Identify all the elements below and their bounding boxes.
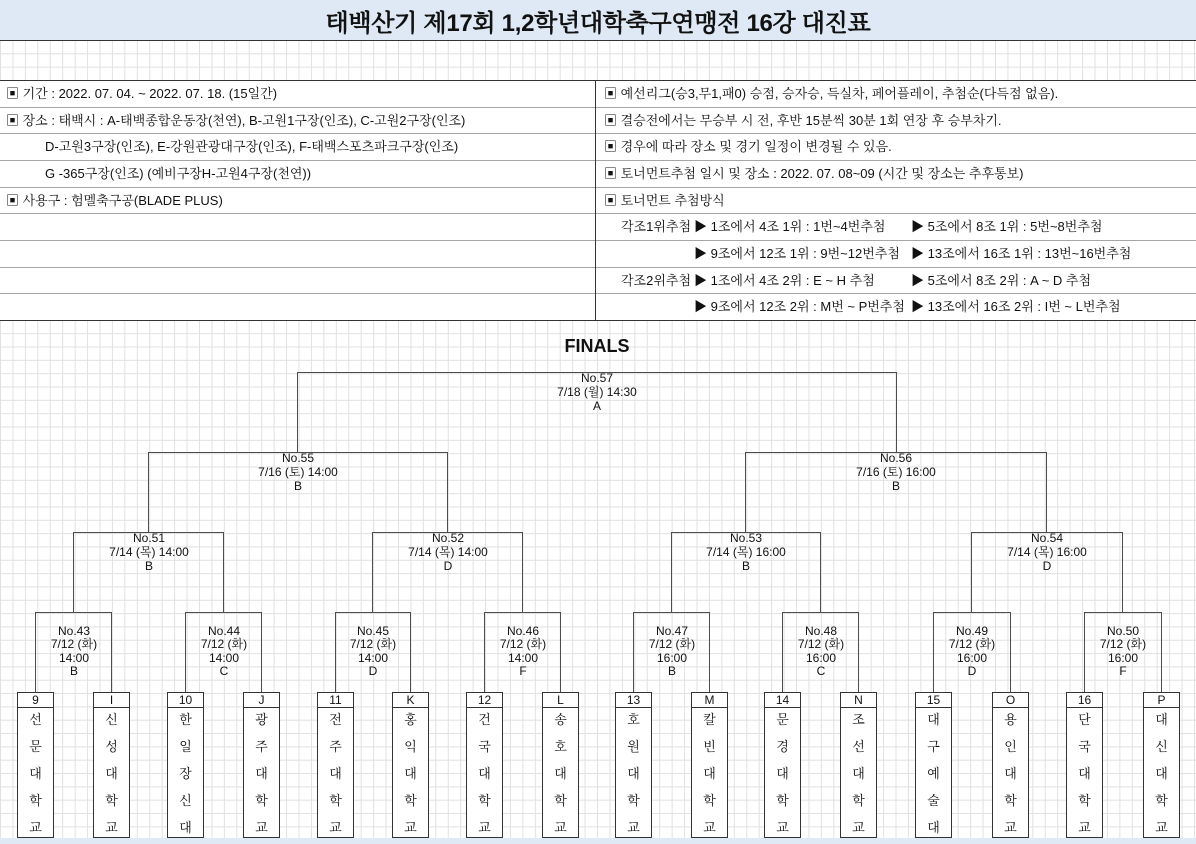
team-box	[1143, 692, 1180, 838]
info-ball: ▣ 사용구 : 험멜축구공(BLADE PLUS)	[0, 188, 595, 215]
match-no56	[831, 451, 961, 493]
team-seed: N	[841, 693, 876, 708]
team-name: 용인대학교	[1004, 712, 1017, 835]
team-box	[93, 692, 130, 838]
draw-rule-label: 각조1위추첨	[621, 219, 692, 235]
info-column-left	[0, 81, 595, 320]
sheet-bottom-edge	[0, 838, 1196, 844]
team-name: 전주대학교	[329, 712, 342, 835]
info-venues-cont: D-고원3구장(인조), E-강원관광대구장(인조), F-태백스포츠파크구장(인조)	[0, 134, 595, 161]
match-date: 7/12 (화)	[948, 637, 996, 652]
info-final-rule: ▣ 결승전에서는 무승부 시 전, 후반 15분씩 30분 1회 연장 후 승부차기.	[596, 108, 1196, 135]
team-name: 한일장신대	[179, 712, 192, 835]
match-venue: C	[219, 663, 229, 678]
match-date: 7/12 (화)	[50, 637, 98, 652]
team-name: 송호대학교	[554, 712, 567, 835]
match-venue: D	[443, 559, 453, 573]
match-schedule: 7/18 (월) 14:30	[557, 385, 637, 399]
team-name: 신성대학교	[105, 712, 118, 835]
match-venue: A	[592, 399, 601, 413]
match-no44	[186, 625, 262, 678]
team-box	[466, 692, 503, 838]
match-time: 16:00	[1107, 650, 1139, 665]
team-seed: I	[94, 693, 129, 708]
match-schedule: 7/14 (목) 16:00	[1007, 545, 1087, 559]
match-venue: B	[293, 479, 302, 493]
match-date: 7/12 (화)	[1099, 637, 1147, 652]
info-row-empty	[0, 214, 595, 241]
match-number: No.53	[729, 531, 763, 545]
match-number: No.44	[207, 624, 241, 638]
match-venue: B	[144, 559, 153, 573]
team-seed: L	[543, 693, 578, 708]
info-venues-cont: G -365구장(인조) (예비구장H-고원4구장(천연))	[0, 161, 595, 188]
info-draw-date: ▣ 토너먼트추첨 일시 및 장소 : 2022. 07. 08~09 (시간 및 장소는 추후통보)	[596, 161, 1196, 188]
match-no47	[634, 625, 710, 678]
team-box	[992, 692, 1029, 838]
team-box	[691, 692, 728, 838]
match-date: 7/12 (화)	[648, 637, 696, 652]
match-no53	[681, 531, 811, 573]
team-seed: 12	[467, 693, 502, 708]
match-no57	[532, 371, 662, 413]
team-name: 문경대학교	[776, 712, 789, 835]
team-name: 단국대학교	[1078, 712, 1091, 835]
match-date: 7/12 (화)	[200, 637, 248, 652]
match-no48	[783, 625, 859, 678]
draw-rule-row	[596, 268, 1196, 295]
info-table	[0, 80, 1196, 321]
team-seed: 14	[765, 693, 800, 708]
match-time: 14:00	[58, 650, 90, 665]
match-time: 16:00	[956, 650, 988, 665]
draw-rule-row	[596, 214, 1196, 241]
team-seed: K	[393, 693, 428, 708]
match-number: No.52	[431, 531, 465, 545]
info-league-rule: ▣ 예선리그(승3,무1,패0) 승점, 승자승, 득실차, 페어플레이, 추첨순(다득점 없음).	[596, 81, 1196, 108]
info-schedule-note: ▣ 경우에 따라 장소 및 경기 일정이 변경될 수 있음.	[596, 134, 1196, 161]
match-no45	[335, 625, 411, 678]
match-venue: B	[69, 663, 78, 678]
team-box	[167, 692, 204, 838]
match-number: No.55	[281, 451, 315, 465]
match-number: No.54	[1030, 531, 1064, 545]
draw-rule-second: ▶ 13조에서 16조 2위 : I번 ~ L번추첨	[911, 299, 1121, 315]
page-title: 태백산기 제17회 1,2학년대학축구연맹전 16강 대진표	[0, 0, 1196, 41]
team-seed: J	[244, 693, 279, 708]
match-venue: F	[1119, 663, 1127, 678]
draw-rule-first: ▶ 9조에서 12조 1위 : 9번~12번추첨	[694, 246, 900, 262]
info-period: ▣ 기간 : 2022. 07. 04. ~ 2022. 07. 18. (15일간)	[0, 81, 595, 108]
match-schedule: 7/14 (목) 14:00	[408, 545, 488, 559]
team-box	[764, 692, 801, 838]
match-number: No.47	[655, 624, 689, 638]
match-schedule: 7/16 (토) 16:00	[856, 465, 936, 479]
match-number: No.45	[356, 624, 390, 638]
draw-rule-label: 각조2위추첨	[621, 272, 692, 288]
match-venue: B	[667, 663, 676, 678]
match-venue: B	[891, 479, 900, 493]
match-date: 7/12 (화)	[797, 637, 845, 652]
team-seed: 9	[18, 693, 53, 708]
team-box	[243, 692, 280, 838]
info-column-right	[595, 81, 1196, 320]
draw-rule-second: ▶ 5조에서 8조 1위 : 5번~8번추첨	[911, 219, 1103, 235]
team-name: 칼빈대학교	[703, 712, 716, 835]
match-no54	[982, 531, 1112, 573]
team-box	[392, 692, 429, 838]
match-schedule: 7/14 (목) 16:00	[706, 545, 786, 559]
info-row-empty	[0, 294, 595, 320]
match-time: 14:00	[357, 650, 389, 665]
match-venue: F	[519, 663, 527, 678]
team-box	[317, 692, 354, 838]
match-no55	[233, 451, 363, 493]
team-box	[542, 692, 579, 838]
team-seed: 13	[616, 693, 651, 708]
match-time: 14:00	[507, 650, 539, 665]
draw-rule-second: ▶ 5조에서 8조 2위 : A ~ D 추첨	[911, 272, 1092, 288]
team-box	[840, 692, 877, 838]
team-name: 호원대학교	[627, 712, 640, 835]
team-seed: M	[692, 693, 727, 708]
match-no50	[1085, 625, 1161, 678]
team-name: 선문대학교	[29, 712, 42, 835]
info-row-empty	[0, 241, 595, 268]
match-number: No.57	[580, 371, 614, 385]
match-time: 16:00	[805, 650, 837, 665]
team-seed: 16	[1067, 693, 1102, 708]
match-number: No.46	[506, 624, 540, 638]
info-venues: ▣ 장소 : 태백시 : A-태백종합운동장(천연), B-고원1구장(인조), C-고원2구장(인조)	[0, 108, 595, 135]
match-time: 16:00	[656, 650, 688, 665]
team-box	[615, 692, 652, 838]
team-box	[1066, 692, 1103, 838]
team-name: 대구예술대	[927, 712, 940, 835]
match-no49	[934, 625, 1010, 678]
team-box	[17, 692, 54, 838]
match-no51	[84, 531, 214, 573]
draw-rule-first: ▶ 1조에서 4조 2위 : E ~ H 추첨	[694, 272, 875, 288]
match-no46	[485, 625, 561, 678]
team-name: 건국대학교	[478, 712, 491, 835]
match-venue: D	[1042, 559, 1052, 573]
team-box	[915, 692, 952, 838]
match-date: 7/12 (화)	[349, 637, 397, 652]
draw-rule-row	[596, 294, 1196, 320]
team-seed: 10	[168, 693, 203, 708]
match-date: 7/12 (화)	[499, 637, 547, 652]
match-time: 14:00	[208, 650, 240, 665]
match-venue: D	[368, 663, 378, 678]
match-schedule: 7/16 (토) 14:00	[258, 465, 338, 479]
team-name: 광주대학교	[255, 712, 268, 835]
team-seed: 15	[916, 693, 951, 708]
match-no52	[383, 531, 513, 573]
match-venue: B	[741, 559, 750, 573]
match-number: No.51	[132, 531, 166, 545]
info-draw-method: ▣ 토너먼트 추첨방식	[596, 188, 1196, 215]
match-number: No.50	[1106, 624, 1140, 638]
match-venue: D	[967, 663, 977, 678]
team-name: 조선대학교	[852, 712, 865, 835]
team-seed: 11	[318, 693, 353, 708]
match-venue: C	[816, 663, 826, 678]
match-number: No.56	[879, 451, 913, 465]
match-number: No.48	[804, 624, 838, 638]
draw-rule-row	[596, 241, 1196, 268]
draw-rule-second: ▶ 13조에서 16조 1위 : 13번~16번추첨	[911, 246, 1132, 262]
match-schedule: 7/14 (목) 14:00	[109, 545, 189, 559]
match-number: No.49	[955, 624, 989, 638]
info-row-empty	[0, 268, 595, 295]
draw-rule-first: ▶ 1조에서 4조 1위 : 1번~4번추첨	[694, 219, 886, 235]
team-seed: O	[993, 693, 1028, 708]
finals-label: FINALS	[564, 336, 630, 356]
match-no43	[36, 625, 112, 678]
team-seed: P	[1144, 693, 1179, 708]
team-name: 대신대학교	[1155, 712, 1168, 835]
draw-rule-first: ▶ 9조에서 12조 2위 : M번 ~ P번추첨	[694, 299, 905, 315]
match-number: No.43	[57, 624, 91, 638]
team-name: 홍익대학교	[404, 712, 417, 835]
